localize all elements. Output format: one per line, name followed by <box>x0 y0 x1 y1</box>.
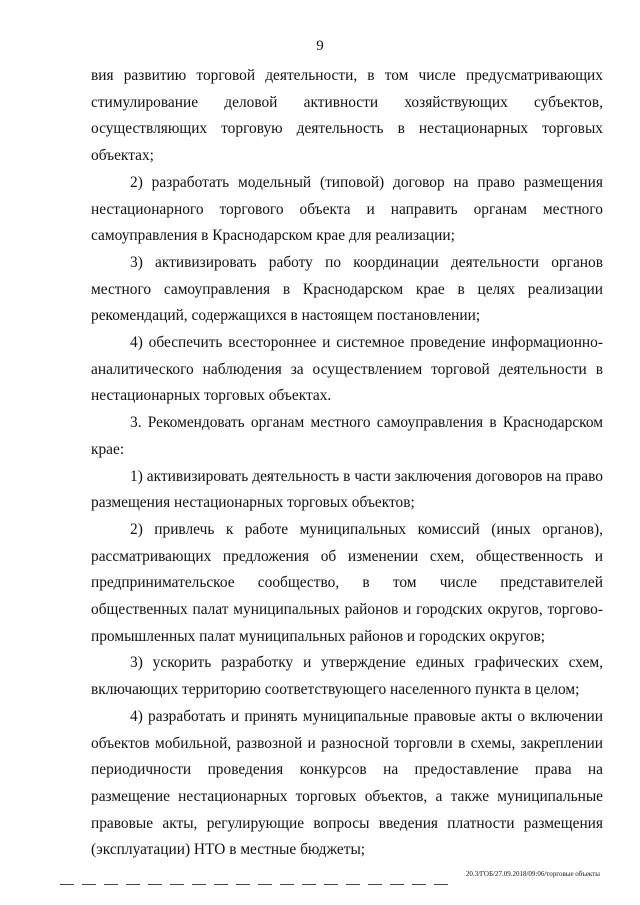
paragraph-item-3: 3) активизировать работу по координации деятельности органов местного самоуправления в Краснодарском крае в целях реализации рекомендаций, содержащихся в настоящем постановлении; <box>91 253 603 325</box>
paragraph-item-2: 2) разработать модельный (типовой) договор на право размещения нестационарного торгового объекта и направить органам местного самоуправления в Краснодарском крае для реализации; <box>91 173 603 245</box>
paragraph-subitem-2: 2) привлечь к работе муниципальных комиссий (иных органов), рассматривающих предложения об изменении схем, общественность и предпринимательское сообщество, в том числе представителей общественных палат муниципальных районов и городских округов, торгово-промышленных палат муниципальных районов и городских округов; <box>91 520 603 645</box>
paragraph-item-4: 4) обеспечить всестороннее и системное проведение информационно-аналитического наблюдения за осуществлением торговой деятельности в нестационарных торговых объектах. <box>91 334 603 405</box>
footer-rule <box>60 884 450 885</box>
document-body <box>91 63 603 864</box>
paragraph-subitem-4: 4) разработать и принять муниципальные правовые акты о включении объектов мобильной, развозной и разносной торговли в схемы, закреплении периодичности проведения конкурсов на предоставление права на размещение нестационарных торговых объектов, а также муниципальные правовые акты, регулирующие вопросы введения платности размещения (эксплуатации) НТО в местные бюджеты; <box>91 707 603 859</box>
page-number: 9 <box>316 38 324 54</box>
paragraph-subitem-1: 1) активизировать деятельность в части заключения договоров на право размещения нестационарных торговых объектов; <box>91 467 603 512</box>
footer-code: 20.3/ГОБ/27.09.2018/09:06/торговые объекты <box>465 870 600 878</box>
paragraph-continuation: вия развитию торговой деятельности, в том числе предусматривающих стимулирование деловой активности хозяйствующих субъектов, осуществляющих торговую деятельность в нестационарных торговых объектах; <box>91 67 603 165</box>
paragraph-subitem-3: 3) ускорить разработку и утверждение единых графических схем, включающих территорию соответствующего населенного пункта в целом; <box>91 654 603 699</box>
paragraph-section-3: 3. Рекомендовать органам местного самоуправления в Краснодарском крае: <box>91 414 603 458</box>
